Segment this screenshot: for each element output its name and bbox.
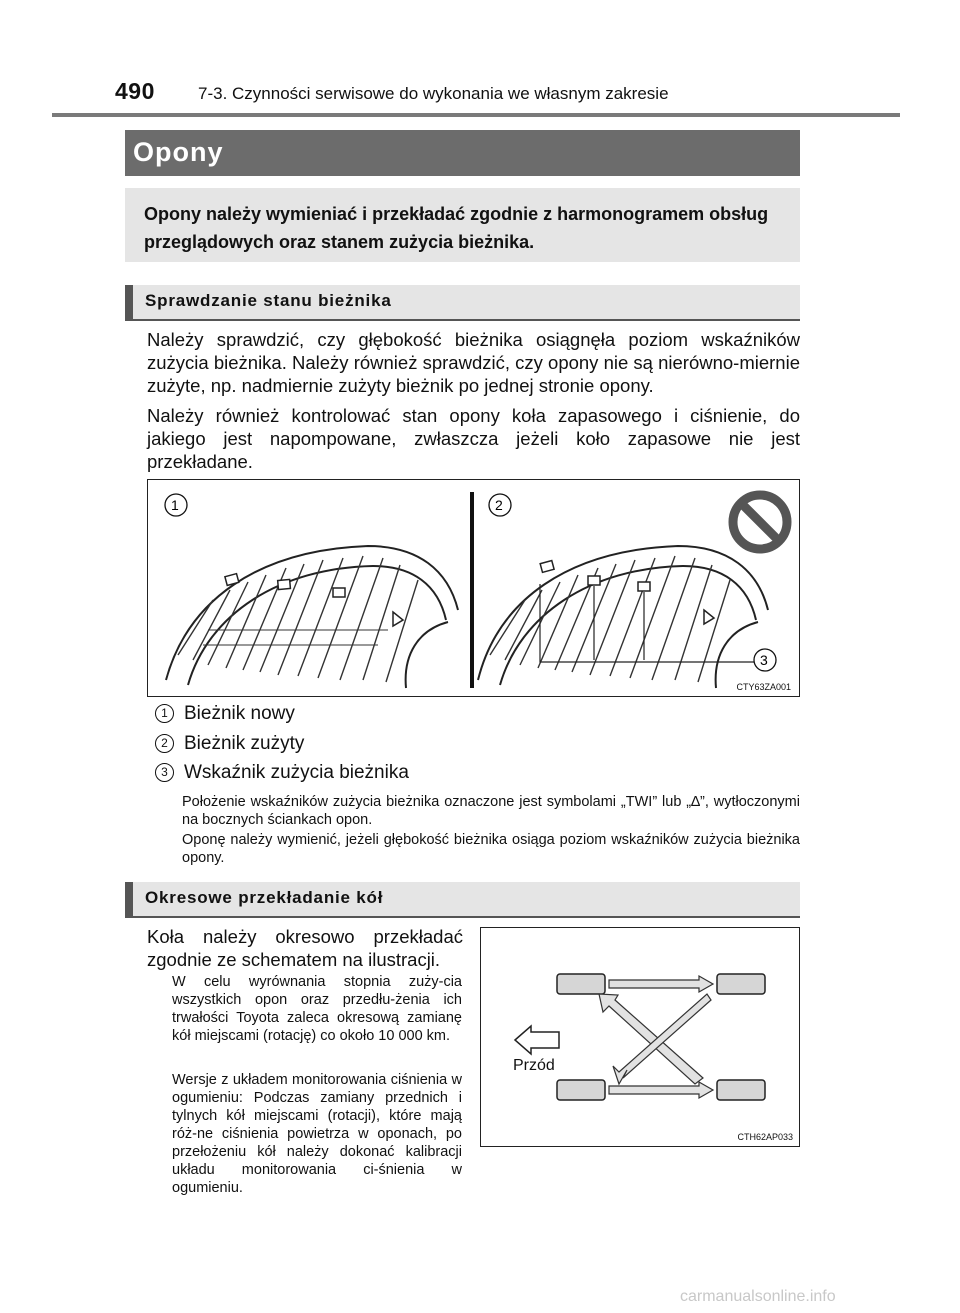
- legend-item-2: [155, 733, 304, 755]
- paragraph-spare-tire: Należy również kontrolować stan opony koła zapasowego i ciśnienie, do jakiego jest napompowane, zwłaszcza jeżeli koło zapasowe nie jest przekładane.: [147, 405, 800, 472]
- section-heading-rule: [125, 916, 800, 918]
- legend-item-3: [155, 762, 409, 784]
- paragraph-rotation: Koła należy okresowo przekładać zgodnie ze schematem na ilustracji.: [147, 926, 463, 970]
- wheel-rear-left: [557, 1080, 605, 1100]
- section-heading-tread: [125, 285, 800, 319]
- intro-text: Opony należy wymieniać i przekładać zgodnie z harmonogramem obsług przeglądowych oraz stanem zużycia bieżnika.: [144, 204, 769, 252]
- section-title: 7-3. Czynności serwisowe do wykonania we własnym zakresie: [198, 84, 669, 103]
- note-replace: Oponę należy wymienić, jeżeli głębokość bieżnika osiąga poziom wskaźników zużycia bieżnika opony.: [182, 832, 800, 866]
- note-twi: Położenie wskaźników zużycia bieżnika oznaczone jest symbolami „TWI” lub „∆”, wytłoczonymi na bocznych ściankach opon.: [182, 794, 800, 828]
- paragraph-tread-check: Należy sprawdzić, czy głębokość bieżnika osiągnęła poziom wskaźników zużycia bieżnika. Należy również sprawdzić, czy opony nie są nierówno-miernie zużyte, np. nadmiernie zużyty bieżnik po jednej stronie opony.: [147, 329, 800, 396]
- rotation-figure: [480, 927, 800, 1147]
- note-rotation: W celu wyrównania stopnia zuży-cia wszystkich opon oraz przedłu-żenia ich trwałości Toyota zaleca okresową zamianę kół miejscami (rotację) co około 10 000 km.: [172, 974, 462, 1044]
- figure-code: CTH62AP033: [737, 1132, 793, 1142]
- rotation-diagram: [481, 928, 798, 1145]
- page-number: 490: [115, 78, 155, 104]
- tread-figure: [147, 479, 800, 697]
- note-tpms: Wersje z układem monitorowania ciśnienia w ogumieniu: Podczas zamiany przednich i tylnych kół miejscami (rotacji), które mają róż-ne ciśnienia powietrza w oponach, po przełożeniu kół należy dokonać kalibracji układu monitorowania ci-śnienia w ogumieniu.: [172, 1072, 462, 1196]
- legend-number: 2: [155, 734, 174, 753]
- page-title: Opony: [133, 137, 224, 167]
- wheel-rear-right: [717, 1080, 765, 1100]
- wheel-front-left: [557, 974, 605, 994]
- header-divider: [52, 113, 900, 117]
- front-arrow-icon: [515, 1026, 559, 1054]
- legend-label: Bieżnik nowy: [184, 703, 295, 724]
- legend-label: Wskaźnik zużycia bieżnika: [184, 762, 409, 783]
- section-heading-label: Sprawdzanie stanu bieżnika: [145, 291, 392, 310]
- figure-code: CTY63ZA001: [736, 682, 791, 692]
- watermark: carmanualsonline.info: [680, 1288, 836, 1305]
- prohibited-icon: [733, 495, 787, 549]
- page-title-bar: [125, 130, 800, 176]
- legend-item-1: [155, 703, 295, 725]
- callout-1: 1: [171, 497, 179, 513]
- legend-label: Bieżnik zużyty: [184, 733, 305, 754]
- legend-number: 3: [155, 763, 174, 782]
- tread-illustration: [148, 480, 798, 695]
- legend-number: 1: [155, 704, 174, 723]
- section-heading-rotation: [125, 882, 800, 916]
- intro-box: [125, 188, 800, 262]
- front-label: Przód: [513, 1057, 555, 1074]
- callout-2: 2: [495, 497, 503, 513]
- section-heading-label: Okresowe przekładanie kół: [145, 888, 384, 907]
- callout-3: 3: [760, 652, 768, 668]
- wheel-front-right: [717, 974, 765, 994]
- section-heading-rule: [125, 319, 800, 321]
